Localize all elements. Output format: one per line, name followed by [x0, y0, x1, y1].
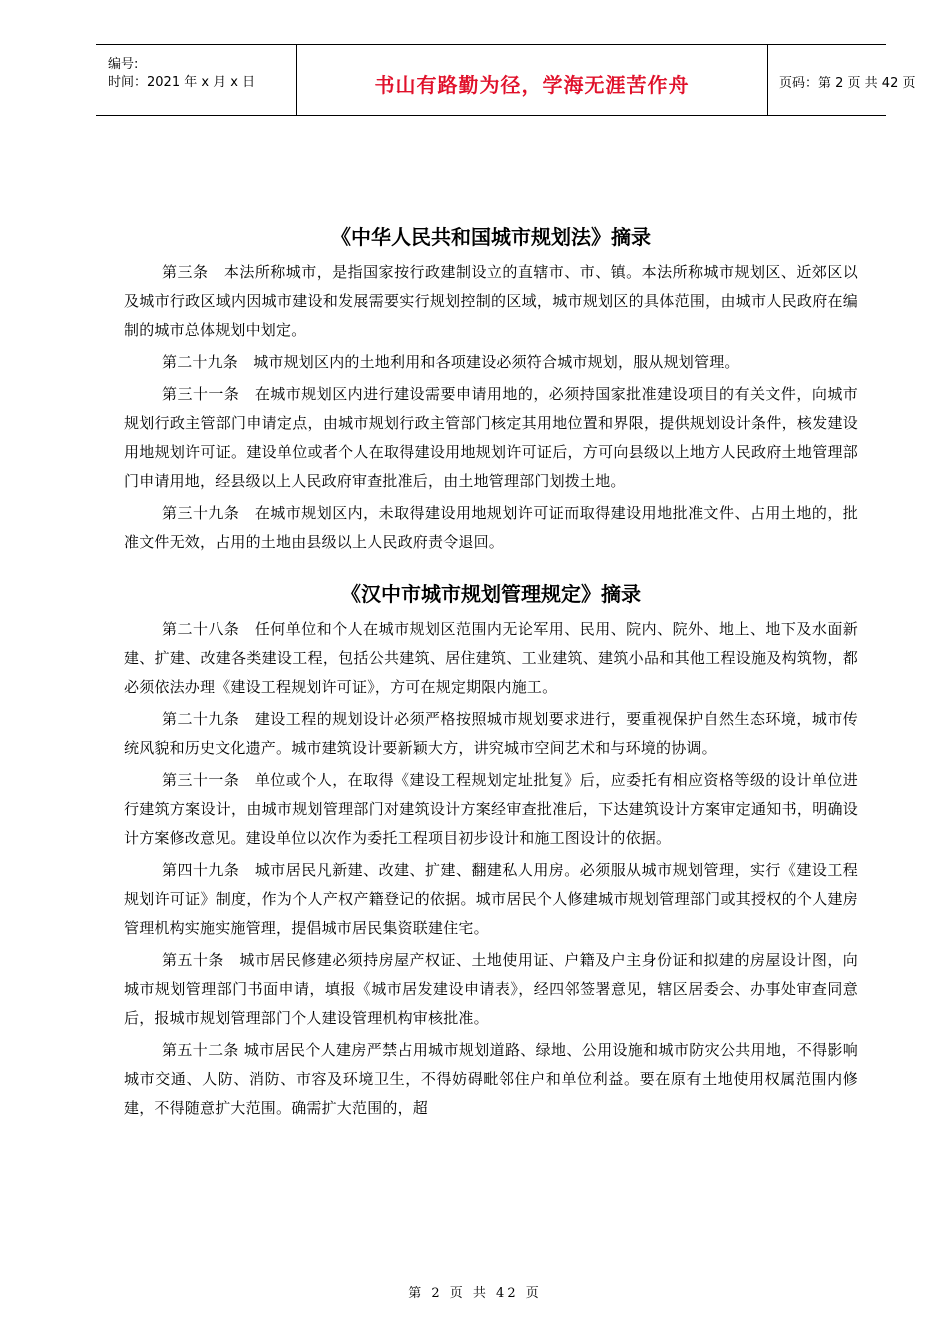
- article-paragraph: 第三十一条 在城市规划区内进行建设需要申请用地的，必须持国家批准建设项目的有关文件，向城市规划行政主管部门申请定点，由城市规划行政主管部门核定其用地位置和界限，提供规划设计条件，核发建设用地规划许可证。建设单位或者个人在取得建设用地规划许可证后，方可向县级以上地方人民政府土地管理部门申请用地，经县级以上人民政府审查批准后，由土地管理部门划拨土地。: [124, 385, 858, 490]
- number-label: 编号:: [108, 57, 139, 72]
- article-paragraph: 第三十一条 单位或个人，在取得《建设工程规划定址批复》后，应委托有相应资格等级的设计单位进行建筑方案设计，由城市规划管理部门对建筑设计方案经审查批准后，下达建筑设计方案审定通知书，明确设计方案修改意见。建设单位以次作为委托工程项目初步设计和施工图设计的依据。: [124, 771, 858, 847]
- article-paragraph: 第二十九条 建设工程的规划设计必须严格按照城市规划要求进行，要重视保护自然生态环境，城市传统风貌和历史文化遗产。城市建筑设计要新颖大方，讲究城市空间艺术和与环境的协调。: [124, 710, 858, 757]
- article-paragraph: 第二十九条 城市规划区内的土地利用和各项建设必须符合城市规划，服从规划管理。: [162, 353, 740, 371]
- page-footer: 第 2 页 共 42 页: [408, 1286, 542, 1301]
- article-paragraph: 第三十九条 在城市规划区内，未取得建设用地规划许可证而取得建设用地批准文件、占用土地的，批准文件无效，占用的土地由县级以上人民政府责令退回。: [124, 504, 858, 551]
- header-right-cell: [767, 45, 916, 115]
- section-title: 《中华人民共和国城市规划法》摘录: [331, 225, 651, 249]
- article-paragraph: 第五十条 城市居民修建必须持房屋产权证、土地使用证、户籍及户主身份证和拟建的房屋设计图，向城市规划管理部门书面申请，填报《城市居发建设申请表》，经四邻签署意见，辖区居委会、办事处审查同意后，报城市规划管理部门个人建设管理机构审核批准。: [124, 951, 858, 1027]
- article-paragraph: 第五十二条 城市居民个人建房严禁占用城市规划道路、绿地、公用设施和城市防灾公共用地，不得影响城市交通、人防、消防、市容及环境卫生，不得妨碍毗邻住户和单位利益。要在原有土地使用权属范围内修建，不得随意扩大范围。确需扩大范围的，超: [124, 1041, 858, 1117]
- article-paragraph: 第四十九条 城市居民凡新建、改建、扩建、翻建私人用房。必须服从城市规划管理，实行《建设工程规划许可证》制度，作为个人产权产籍登记的依据。城市居民个人修建城市规划管理部门或其授权的个人建房管理机构实施实施管理，提倡城市居民集资联建住宅。: [124, 861, 858, 937]
- time-label: 时间：2021 年 x 月 x 日: [108, 75, 256, 90]
- article-paragraph: 第三条 本法所称城市，是指国家按行政建制设立的直辖市、市、镇。本法所称城市规划区、近郊区以及城市行政区域内因城市建设和发展需要实行规划控制的区域，城市规划区的具体范围，由城市人民政府在编制的城市总体规划中划定。: [124, 263, 858, 339]
- page-info: 页码：第 2 页 共 42 页: [779, 76, 916, 91]
- motto: 书山有路勤为径，学海无涯苦作舟: [374, 73, 690, 97]
- header-left-cell: [96, 45, 296, 115]
- page-header: [96, 44, 916, 116]
- section-title: 《汉中市城市规划管理规定》摘录: [341, 582, 641, 606]
- header-middle-cell: [296, 45, 768, 115]
- article-paragraph: 第二十八条 任何单位和个人在城市规划区范围内无论军用、民用、院内、院外、地上、地下及水面新建、扩建、改建各类建设工程，包括公共建筑、居住建筑、工业建筑、建筑小品和其他工程设施及构筑物，都必须依法办理《建设工程规划许可证》，方可在规定期限内施工。: [124, 620, 858, 696]
- document-body: [124, 222, 858, 1126]
